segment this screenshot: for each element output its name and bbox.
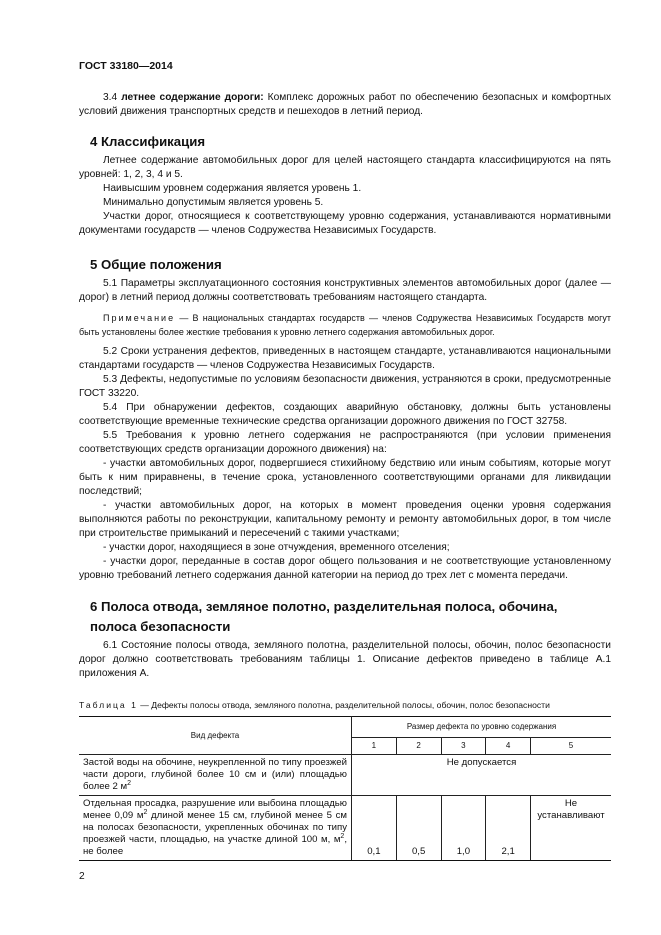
level-header: 5 (531, 738, 612, 755)
superscript: 2 (127, 779, 132, 787)
paragraph: 5.3 Дефекты, недопустимые по условиям безопасности движения, устраняются в сроки, предусмотренные ГОСТ 33220. (79, 374, 611, 399)
section-5 (79, 255, 611, 583)
table-row (79, 796, 611, 861)
defect-text: , не более (83, 834, 347, 857)
definition: Комплекс дорожных работ по обеспечению безопасных и комфортных условий движения транспортных средств и пешеходов в летний период. (79, 92, 611, 117)
value-cell: Не допускается (352, 755, 612, 796)
section-heading: 5 Общие положения (90, 257, 222, 272)
section-6 (79, 597, 611, 681)
table-row (79, 755, 611, 796)
note-label: Примечание (103, 313, 176, 323)
list-item: - участки автомобильных дорог, подвергшиеся стихийному бедствию или иным событиям, которые могут быть к ним приравнены, в течение срока, установленного соответствующими органами для ликвидации последствий; (79, 458, 611, 497)
caption-label: Таблица 1 (79, 700, 138, 710)
value-cell: 1,0 (441, 796, 486, 861)
list-item: - участки автомобильных дорог, на которых в момент проведения оценки уровня содержания выполняются работы по реконструкции, капитальному ремонту и ремонту автомобильных дорог, в том числе при строительстве примыканий и пересечений с такими участками; (79, 500, 611, 539)
defect-cell (79, 796, 352, 861)
paragraph: 5.4 При обнаружении дефектов, создающих аварийную обстановку, должны быть установлены соответствующие временные технические средства организации дорожного движения по ГОСТ 32758. (79, 402, 611, 427)
table-caption (79, 698, 611, 712)
paragraph: Летнее содержание автомобильных дорог для целей настоящего стандарта классифицируются на пять уровней: 1, 2, 3, 4 и 5. (79, 155, 611, 180)
defect-text: Отдельная просадка, разрушение или выбоина площадью менее 0,09 м (83, 798, 347, 821)
value-cell: 2,1 (486, 796, 531, 861)
section-3-4 (79, 91, 611, 119)
superscript: 2 (143, 808, 148, 816)
clause-number: 3.4 (103, 92, 118, 103)
page-number: 2 (79, 871, 85, 882)
paragraph: 5.1 Параметры эксплуатационного состояния конструктивных элементов автомобильных дорог (далее — дорог) в летний период должны соответствовать требованиям настоящего стандарта. (79, 278, 611, 303)
paragraph: 5.2 Сроки устранения дефектов, приведенных в настоящем стандарте, устанавливаются национальными стандартами государств — членов Содружества Независимых Государств. (79, 346, 611, 371)
defect-text: Застой воды на обочине, неукрепленной по типу проезжей части дороги, глубиной более 10 см и (или) площадью более 2 м (83, 757, 347, 792)
level-header: 3 (441, 738, 486, 755)
paragraph: Минимально допустимым является уровень 5. (103, 197, 324, 208)
value-cell: 0,1 (352, 796, 397, 861)
col-header-size: Размер дефекта по уровню содержания (352, 717, 612, 738)
level-header: 4 (486, 738, 531, 755)
value-cell: Не устанавливают (531, 796, 612, 861)
document-header: ГОСТ 33180—2014 (79, 60, 173, 72)
paragraph: Наивысшим уровнем содержания является уровень 1. (103, 183, 362, 194)
section-heading: 4 Классификация (90, 134, 206, 149)
note (79, 311, 611, 339)
defect-text: длиной менее 15 см, глубиной менее 5 см на полосах безопасности, укрепленных обочинах по типу проезжей части, площадью, на участке длиной 100 м, м (83, 810, 347, 845)
paragraph: Участки дорог, относящиеся к соответствующему уровню содержания, устанавливаются нормативными документами государств — членов Содружества Независимых Государств. (79, 211, 611, 236)
term: летнее содержание дороги: (121, 92, 264, 103)
paragraph: 5.5 Требования к уровню летнего содержания не распространяются (при условии применения соответствующих средств организации дорожного движения) на: (79, 430, 611, 455)
list-item: - участки дорог, переданные в состав дорог общего пользования и не соответствующие установленному уровню требований летнего содержания данной категории на период до трех лет с момента передачи. (79, 556, 611, 581)
col-header-defect: Вид дефекта (79, 717, 352, 755)
superscript: 2 (340, 832, 345, 840)
list-item: - участки дорог, находящиеся в зоне отчуждения, временного отселения; (103, 542, 450, 553)
level-header: 1 (352, 738, 397, 755)
defects-table (79, 716, 611, 861)
defect-cell (79, 755, 352, 796)
paragraph: 6.1 Состояние полосы отвода, земляного полотна, разделительной полосы, обочин, полос безопасности дорог должно соответствовать требованиям таблицы 1. Описание дефектов приведено в таблице А.1 приложения А. (79, 640, 611, 679)
level-header: 2 (396, 738, 441, 755)
value-cell: 0,5 (396, 796, 441, 861)
section-heading: 6 Полоса отвода, земляное полотно, разделительная полоса, обочина, полоса безопасности (90, 599, 558, 634)
section-4 (79, 132, 611, 238)
caption-text: — Дефекты полосы отвода, земляного полотна, разделительной полосы, обочин, полос безопасности (137, 700, 550, 710)
note-text: — В национальных стандартах государств — членов Содружества Независимых Государств могут быть установлены более жесткие требования к уровню летнего содержания автомобильных дорог. (79, 313, 611, 337)
